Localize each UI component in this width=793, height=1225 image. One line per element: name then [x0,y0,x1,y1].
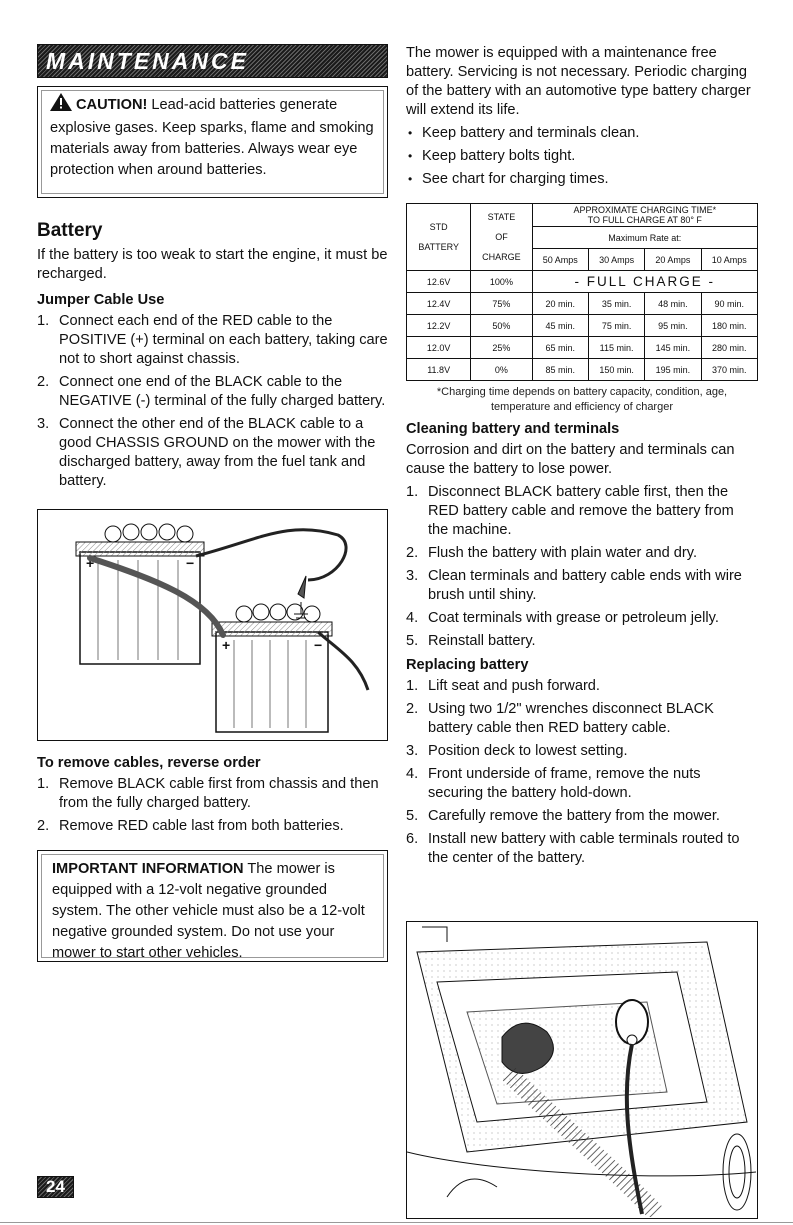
list-item: 5. Reinstall battery. [406,633,536,649]
list-item: 4. Coat terminals with grease or petroleum jelly. [406,610,719,626]
list-item: • Keep battery and terminals clean. [406,124,758,143]
table-row: 12.6V 100% - FULL CHARGE - [407,271,758,293]
warning-triangle-icon [50,93,72,118]
amps-header: 50 Amps [532,249,588,271]
max-rate-header: Maximum Rate at: [532,227,757,249]
list-item: • Keep battery bolts tight. [406,147,758,166]
right-column [406,44,758,868]
important-label: IMPORTANT INFORMATION [52,861,244,877]
list-item: 3. Position deck to lowest setting. [406,743,628,759]
remove-cables-steps [37,775,388,836]
list-item: 1. Remove BLACK cable first from chassis and then from the fully charged battery. [37,776,379,811]
amps-header: 10 Amps [701,249,757,271]
list-item: 1. Disconnect BLACK battery cable first, then the RED battery cable and remove the battery from the machine. [406,484,734,538]
battery-intro: If the battery is too weak to start the engine, it must be recharged. [37,247,388,282]
maintenance-free-intro: The mower is equipped with a maintenance free battery. Servicing is not necessary. Periodic charging of the battery with an automotive type battery charger will extend its life. [406,45,751,118]
caution-label: CAUTION! [76,97,148,113]
list-item: 4. Front underside of frame, remove the nuts securing the battery hold-down. [406,766,701,801]
cleaning-steps [406,483,758,651]
minus-symbol: − [314,637,323,653]
list-item: 2. Connect one end of the BLACK cable to the NEGATIVE (-) terminal of the fully charged battery. [37,374,386,409]
list-item: 2. Flush the battery with plain water and dry. [406,545,698,561]
amps-header: 30 Amps [588,249,644,271]
jumper-cable-illustration [37,509,388,741]
chart-footnote: *Charging time depends on battery capacity, condition, age, temperature and efficiency of charger [436,386,728,413]
amps-header: 20 Amps [645,249,701,271]
cleaning-heading: Cleaning battery and terminals [406,421,620,437]
replacing-steps [406,677,758,868]
state-of-charge-header: STATE OF CHARGE [471,204,532,271]
battery-care-list [406,124,758,189]
table-row: 12.0V 25% 65 min. 115 min. 145 min. 280 min. [407,337,758,359]
full-charge-cell: - FULL CHARGE - [532,271,757,293]
page-number: 24 [37,1176,74,1198]
charging-time-chart [406,203,758,381]
std-battery-header: STD BATTERY [407,204,471,271]
bottom-rule [0,1222,793,1223]
battery-installation-illustration [406,921,758,1219]
list-item: 1. Lift seat and push forward. [406,678,600,694]
list-item: 2. Remove RED cable last from both batteries. [37,818,344,834]
important-info-box [37,850,388,962]
list-item: 1. Connect each end of the RED cable to the POSITIVE (+) terminal on each battery, taking care not to short against chassis. [37,313,388,367]
replacing-heading: Replacing battery [406,657,529,673]
plus-symbol: + [86,555,95,571]
table-row: 12.4V 75% 20 min. 35 min. 48 min. 90 min. [407,293,758,315]
jumper-steps [37,312,388,491]
caution-text: Lead-acid batteries generate explosive gases. Keep sparks, flame and smoking materials away from batteries. Always wear eye protection when around batteries. [50,97,374,178]
caution-box [37,86,388,198]
table-row: 12.2V 50% 45 min. 75 min. 95 min. 180 min. [407,315,758,337]
list-item: 2. Using two 1/2" wrenches disconnect BLACK battery cable then RED battery cable. [406,701,714,736]
list-item: 3. Clean terminals and battery cable ends with wire brush until shiny. [406,568,742,603]
battery-heading: Battery [37,220,103,241]
section-banner: MAINTENANCE [37,44,388,78]
minus-symbol: − [186,555,195,571]
left-column [37,44,388,962]
approx-time-header: APPROXIMATE CHARGING TIME* TO FULL CHARGE AT 80° F [532,204,757,227]
cleaning-intro: Corrosion and dirt on the battery and terminals can cause the battery to lose power. [406,442,735,477]
list-item: 5. Carefully remove the battery from the mower. [406,808,720,824]
jumper-heading: Jumper Cable Use [37,292,165,308]
important-text: The mower is equipped with a 12-volt negative grounded system. The other vehicle must also be a 12-volt negative grounded system. Do not use your mower to start other vehicles. [52,861,365,961]
list-item: • See chart for charging times. [406,170,758,189]
list-item: 6. Install new battery with cable terminals routed to the center of the battery. [406,831,740,866]
plus-symbol: + [222,637,231,653]
remove-cables-heading: To remove cables, reverse order [37,755,261,771]
list-item: 3. Connect the other end of the BLACK cable to a good CHASSIS GROUND on the mower with the discharged battery, away from the fuel tank and battery. [37,416,376,489]
table-row: 11.8V 0% 85 min. 150 min. 195 min. 370 min. [407,359,758,381]
